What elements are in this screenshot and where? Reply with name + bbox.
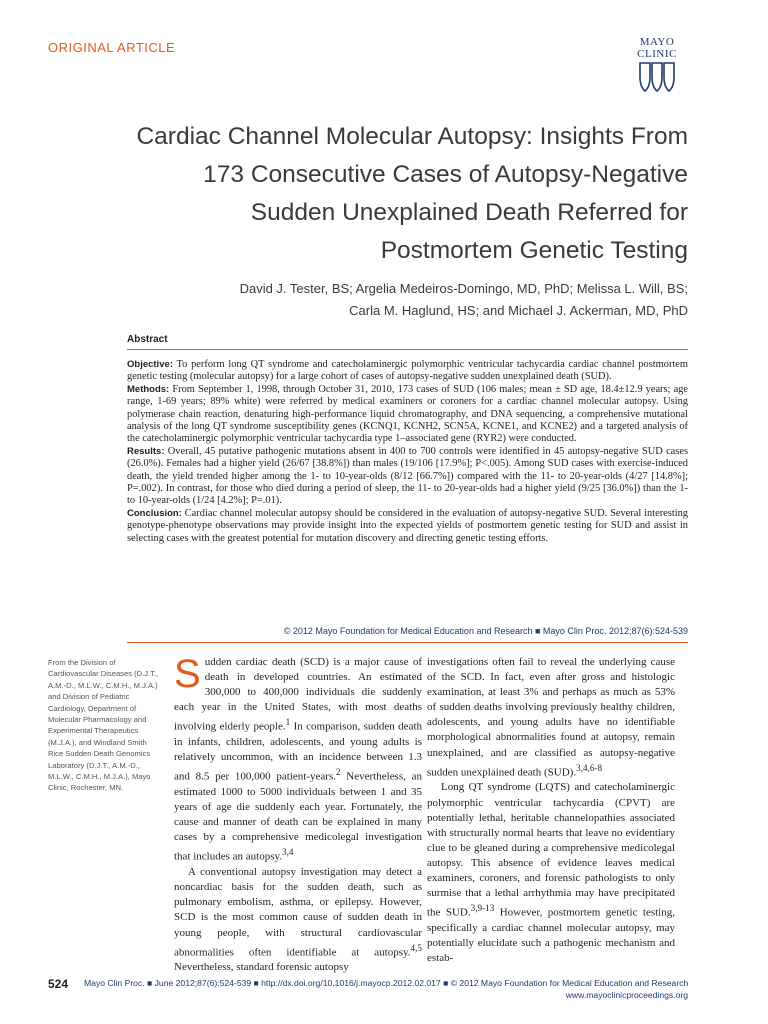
section-label: ORIGINAL ARTICLE [48, 40, 176, 55]
mayo-clinic-logo [622, 36, 692, 95]
objective-label: Objective: [127, 359, 173, 370]
results-text: Overall, 45 putative pathogenic mutations absent in 400 to 700 controls were identified in 45 autopsy-negative SUD cases (26.0%). Females had a higher yield (26/67 [38.8%]) than males (19/106 [17.9%]; P<.005). Among SUD cases with exercise-induced death, the yield trended higher among the 1- to 10-year-olds (8/12 [66.7%]) compared with the 11- to 20-year-olds (4/27 [14.8%]; P=.002). In contrast, for those who died during a period of sleep, the 11- to 20-year-olds had a higher yield (9/25 [36.0%]) than the 1- to 10-year-olds (1/24 [4.2%]; P=.01). [127, 445, 688, 507]
authors-line-1: David J. Tester, BS; Argelia Medeiros-Domingo, MD, PhD; Melissa L. Will, BS; [239, 281, 688, 296]
paragraph [427, 780, 675, 966]
abstract-results [127, 446, 688, 508]
citation-ref[interactable]: 3,4,6-8 [576, 762, 603, 773]
author-list [120, 278, 688, 322]
methods-text: From September 1, 1998, through October 31, 2010, 173 cases of SUD (106 males; mean ± SD age, 18.4±12.9 years; age range, 1-69 years; 89% white) were referred by medical examiners or coroners for a cardiac channel molecular autopsy. Using polymerase chain reaction, denaturing high-performance liquid chromatography, and DNA sequencing, a comprehensive mutational analysis of the long QT syndrome susceptibility genes (KCNQ1, KCNH2, SCN5A, KCNE1, and KCNE2) and a targeted analysis of the catecholaminergic polymorphic ventricular tachycardia type 1–associated gene (RYR2) were conducted. [127, 383, 688, 445]
abstract-objective [127, 359, 688, 384]
body-text: Long QT syndrome (LQTS) and catecholaminergic polymorphic ventricular tachycardia (CPVT) are potentially lethal, heritable channelopathies associated with structurally normal hearts that leave no evidentiary clue to be gleaned during a comprehensive medicolegal autopsy. This absence of evidence leaves medical examiners, coroners, and forensic pathologists to only surmise that a lethal arrhythmia may have precipitated the SUD. [427, 781, 675, 919]
citation-ref[interactable]: 3,4 [282, 847, 294, 858]
body-text: However, postmortem genetic testing, specifically a cardiac channel molecular autopsy, may potentially elucidate such a pathogenic mechanism and estab- [427, 906, 675, 965]
logo-text-clinic: CLINIC [637, 48, 677, 60]
abstract-bottom-rule [127, 642, 688, 643]
logo-text-mayo: MAYO [639, 36, 675, 48]
body-text: Nevertheless, an estimated 1000 to 5000 individuals between 1 and 35 years of age die suddenly each year. Fortunately, the cause and manner of death can be explained in many cases by a comprehensive medicolegal investigation that includes an autopsy. [174, 770, 422, 864]
conclusion-text: Cardiac channel molecular autopsy should be considered in the evaluation of autopsy-negative SUD. Several interesting genotype-phenotype observations may provide insight into the expected yields of postmortem genetic testing for SUD and assist in selecting cases with the greatest potential for mutation discovery and directing genetic testing efforts. [127, 507, 688, 544]
conclusion-label: Conclusion: [127, 507, 182, 519]
results-label: Results: [127, 445, 165, 457]
abstract-copyright: © 2012 Mayo Foundation for Medical Education and Research ■ Mayo Clin Proc. 2012;87(6):524-539 [283, 626, 688, 636]
abstract-heading: Abstract [127, 334, 168, 345]
objective-text: To perform long QT syndrome and catecholaminergic polymorphic ventricular tachycardia cardiac channel postmortem genetic testing (molecular autopsy) for a large cohort of cases of autopsy-negative sudden unexplained death (SUD). [127, 359, 688, 383]
page-number: 524 [48, 977, 69, 991]
mayo-shields-icon [638, 61, 676, 95]
article-title: Cardiac Channel Molecular Autopsy: Insights From 173 Consecutive Cases of Autopsy-Negative Sudden Unexplained Death Referred for Postmortem Genetic Testing [136, 123, 688, 264]
paragraph [174, 652, 423, 865]
author-affiliation: From the Division of Cardiovascular Diseases (D.J.T., A.M.-D., M.L.W., C.M.H., M.J.A.) and Division of Pediatric Cardiology, Department of Molecular Pharmacology and Experimental Therapeutics (M.J.A.), and Windland Smith Rice Sudden Death Genomics Laboratory (D.J.T., A.M.-D., M.L.W., C.M.H., M.J.A.), Mayo Clinic, Rochester, MN. [48, 658, 159, 793]
body-text: Nevertheless, standard forensic autopsy [174, 961, 349, 974]
body-column-2 [427, 655, 675, 966]
body-text: A conventional autopsy investigation may detect a noncardiac basis for the sudden death, such as pulmonary embolism, asthma, or epilepsy. However, SCD is the most common cause of sudden death in young people, with structural cardiovascular abnormalities often identifiable at autopsy. [174, 866, 422, 959]
paragraph [427, 655, 675, 780]
citation-ref[interactable]: 2 [335, 767, 341, 778]
abstract-conclusion [127, 508, 688, 545]
authors-line-2: Carla M. Haglund, HS; and Michael J. Ackerman, MD, PhD [349, 303, 688, 318]
paragraph [174, 865, 422, 975]
abstract-top-rule [127, 349, 688, 350]
body-text: udden cardiac death (SCD) is a major cause of death in developed countries. An estimated 300,000 to 400,000 individuals die suddenly each year in the United States, with most deaths involving elderly people. [174, 656, 422, 734]
drop-cap: S [174, 652, 201, 696]
journal-url-link[interactable]: www.mayoclinicproceedings.org [565, 990, 688, 1000]
citation-ref[interactable]: 3,9-13 [470, 903, 495, 914]
methods-label: Methods: [127, 383, 170, 395]
abstract-methods [127, 384, 688, 446]
body-column-1 [174, 652, 423, 976]
abstract-body [127, 359, 688, 545]
body-text: investigations often fail to reveal the underlying cause of the SCD. In fact, even after gross and histologic examination, at least 3% and perhaps as much as 53% of sudden deaths involving previously healthy children, adolescents, and young adults have no identifiable morphological abnormalities found at autopsy, remain unexplained, and are classified as autopsy-negative sudden unexplained death (SUD). [427, 656, 675, 779]
citation-ref[interactable]: 1 [285, 717, 291, 728]
footer-citation: Mayo Clin Proc. ■ June 2012;87(6):524-539 ■ http://dx.doi.org/10.1016/j.mayocp.2012.02.017 ■ © 2012 Mayo Foundation for Medical Education and Research [84, 978, 689, 988]
citation-ref[interactable]: 4,5 [410, 942, 422, 953]
body-text: In comparison, sudden death in infants, children, adolescents, and young adults is relatively uncommon, with an incidence between 1.3 and 8.5 per 100,000 patient-years. [174, 721, 423, 783]
